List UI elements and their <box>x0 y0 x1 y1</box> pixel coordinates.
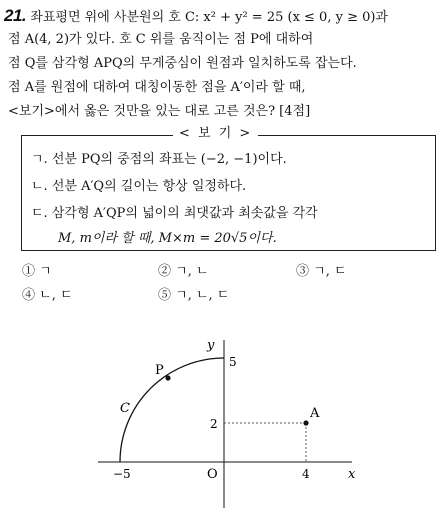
choice-3[interactable]: ③ ㄱ, ㄷ <box>296 264 347 279</box>
point-p-label: P <box>155 363 164 378</box>
tick-label-y-5: 5 <box>229 355 237 369</box>
origin-label: O <box>207 467 218 482</box>
question-text-line-1: 좌표평면 위에 사분원의 호 C: x² + y² = 25 (x ≤ 0, y ≥ 0)과 <box>30 10 388 25</box>
question-text-line-4: 점 A를 원점에 대하여 대칭이동한 점을 A′이라 할 때, <box>8 80 306 95</box>
x-axis-label: x <box>348 467 356 482</box>
question-number: 21. <box>4 6 27 25</box>
point-p <box>165 375 170 380</box>
bogi-title: < 보 기 > <box>173 125 258 143</box>
point-a <box>303 420 308 425</box>
tick-label-y-2: 2 <box>210 417 218 431</box>
question-text-line-5: <보기>에서 옳은 것만을 있는 대로 고른 것은? [4점] <box>8 104 311 119</box>
point-a-label: A <box>310 406 320 421</box>
arc-c-label: C <box>120 401 130 416</box>
choice-4[interactable]: ④ ㄴ, ㄷ <box>22 288 73 303</box>
question-text-line-3: 점 Q를 삼각형 APQ의 무게중심이 원점과 일치하도록 잡는다. <box>8 56 357 71</box>
choice-5[interactable]: ⑤ ㄱ, ㄴ, ㄷ <box>158 288 230 303</box>
y-axis-label: y <box>207 338 215 353</box>
bogi-item-a: ㄱ. 선분 PQ의 중점의 좌표는 (−2, −1)이다. <box>31 152 287 167</box>
choice-2[interactable]: ② ㄱ, ㄴ <box>158 264 209 279</box>
arc-c <box>120 358 224 462</box>
bogi-item-c-continued: M, m이라 할 때, M×m = 20√5이다. <box>58 231 277 246</box>
bogi-item-b: ㄴ. 선분 A′Q의 길이는 항상 일정하다. <box>31 179 247 194</box>
question-text-line-2: 점 A(4, 2)가 있다. 호 C 위를 움직이는 점 P에 대하여 <box>8 32 314 47</box>
tick-label-x-4: 4 <box>302 467 310 481</box>
tick-label-x-neg5: −5 <box>113 467 131 481</box>
choice-1[interactable]: ① ㄱ <box>22 264 52 279</box>
bogi-item-c: ㄷ. 삼각형 A′QP의 넓이의 최댓값과 최솟값을 각각 <box>31 206 318 221</box>
